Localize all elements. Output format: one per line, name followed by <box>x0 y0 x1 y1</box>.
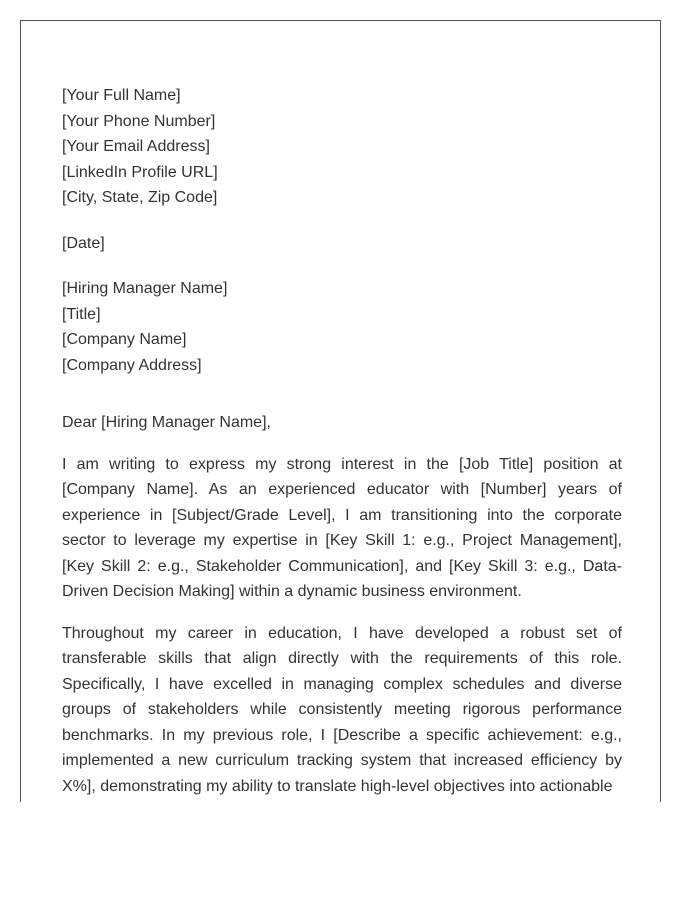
letter-page <box>20 20 661 802</box>
sender-location: [City, State, Zip Code] <box>62 189 218 206</box>
sender-email: [Your Email Address] <box>62 138 210 155</box>
recipient-company: [Company Name] <box>62 331 187 348</box>
recipient-manager: [Hiring Manager Name] <box>62 280 228 297</box>
body-paragraph-2: Throughout my career in education, I have developed a robust set of transferable skills that align directly with the requirements of this role. Specifically, I have excelled in managing complex schedules and diverse groups of stakeholders while consistently meeting rigorous performance benchmarks. In my previous role, I [Describe a specific achievement: e.g., implemented a new curriculum tracking system that increased efficiency by X%], demonstrating my ability to translate high-level objectives into actionable <box>62 624 622 795</box>
salutation: Dear [Hiring Manager Name], <box>62 414 271 431</box>
body-paragraph-1: I am writing to express my strong interest in the [Job Title] position at [Company Name]. As an experienced educator with [Number] years of experience in [Subject/Grade Level], I am transitioning into the corporate sector to leverage my expertise in [Key Skill 1: e.g., Project Management], [Key Skill 2: e.g., Stakeholder Communication], and [Key Skill 3: e.g., Data-Driven Decision Making] within a dynamic business environment. <box>62 455 622 600</box>
letter-content <box>62 83 622 802</box>
sender-block <box>62 83 622 211</box>
sender-linkedin: [LinkedIn Profile URL] <box>62 163 218 181</box>
sender-name: [Your Full Name] <box>62 87 181 104</box>
recipient-block <box>62 276 622 378</box>
sender-phone: [Your Phone Number] <box>62 112 216 130</box>
letter-date: [Date] <box>62 234 105 252</box>
date-block <box>62 231 622 257</box>
recipient-address: [Company Address] <box>62 356 202 374</box>
recipient-title: [Title] <box>62 305 101 323</box>
